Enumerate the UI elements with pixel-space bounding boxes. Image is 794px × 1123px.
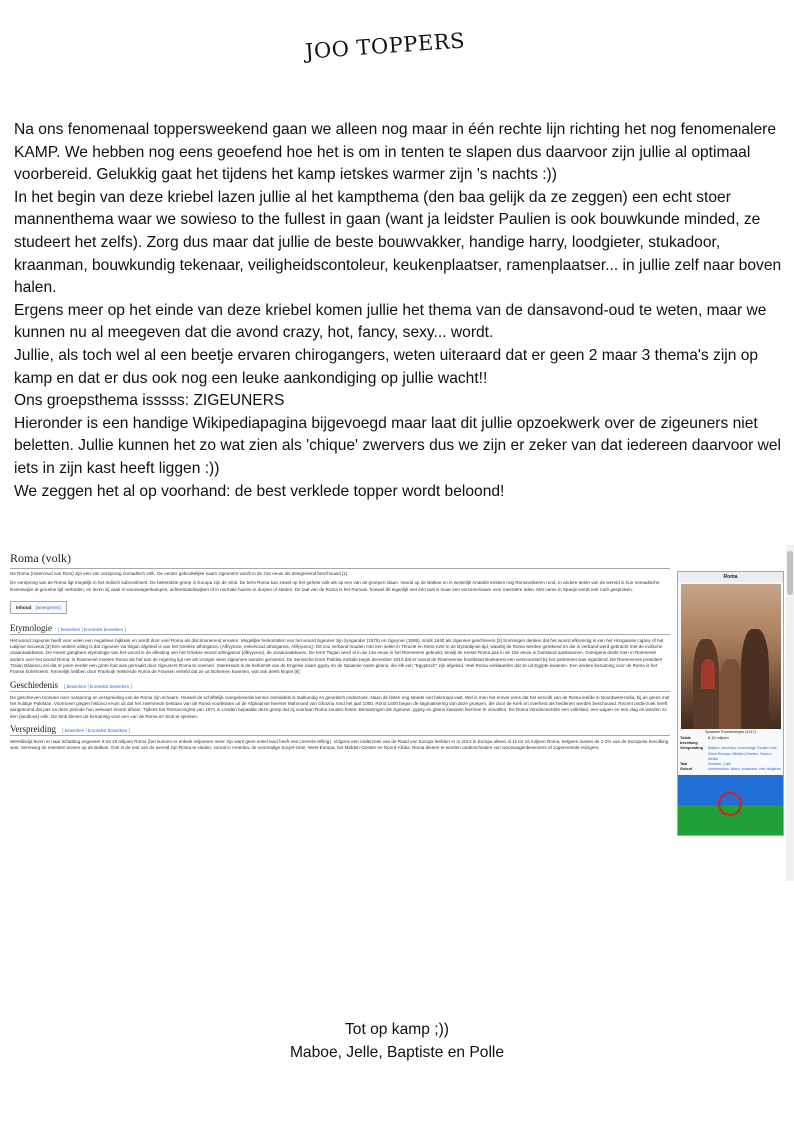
- infobox-value[interactable]: Romani, Caló: [708, 762, 732, 767]
- infobox-caption: Spaanse Romameisjes (1917): [704, 730, 757, 734]
- wiki-intro-2: De oorsprong van de Roma ligt mogelijk in het Indisch subcontinent. De bekendste groep in Europa zijn de Sinti. De term Roma kan zowel op het gehele volk als op een van de groepen slaan. Vooral op de Balkan en in westelijk Anatolië trekken nog Romavolkeren rond. In andere delen van de wereld is hun nomadische levenswijze al geruime tijd verboden, en leven zij vaak in woonwagenkampen, achterstandswijken of in normale huizen in dorpen of steden. De taal van de Roma is het Romani, hoewel dit eigenlijk niet één taal is maar een verzamelnaam voor meerdere talen. Met name in Spanje wordt ook Caló gesproken.: [10, 580, 660, 592]
- infobox-value[interactable]: Balkan, Amerika, voormalige Sovjet-Unie, West-Europa, Midden-Oosten, Noord-Afrika: [708, 746, 778, 761]
- paragraph: Ergens meer op het einde van deze kriebel komen jullie het thema van de dansavond-oud te weten, maar we kunnen nu al meegeven dat die avond crazy, hot, fancy, sexy... wordt.: [14, 301, 767, 342]
- scrollbar[interactable]: [786, 545, 794, 881]
- infobox-key: Geloof: [680, 767, 693, 772]
- toc-toggle-link[interactable]: [weergeven]: [35, 604, 61, 610]
- infobox-key: Verspreiding: [680, 746, 703, 751]
- paragraph: Hieronder is een handige Wikipediapagina bijgevoegd maar laat dit jullie opzoekwerk over de zigeuners niet beletten. Jullie kunnen het zo wat zien als 'chique' zwervers dus we zijn er zeker van dat iedereen daarvoor wel iets in zijn kast heeft liggen :)): [14, 414, 782, 477]
- body-text: [14, 119, 784, 503]
- closing-signature: Maboe, Jelle, Baptiste en Polle: [289, 1044, 505, 1061]
- section-heading: [10, 680, 670, 692]
- section-title: Etymologie: [10, 622, 52, 633]
- section-edit-link[interactable]: [ bewerken | brontekst bewerken ]: [64, 683, 132, 689]
- wiki-intro: De Roma (meervoud van Rom) zijn een van oorsprong nomadisch volk. De eerder gebruikelijke naam zigeuners wordt in de 21e eeuw als denigrerend beschouwd.[1]: [10, 571, 348, 576]
- section-title: Verspreiding: [10, 723, 56, 734]
- page-title: JOO TOPPERS: [304, 28, 466, 64]
- section-text: Wereldwijd leven er naar schatting ongeveer 8 tot 16 miljoen Roma (het kunnen er enkele miljoenen meer zijn want geen enkel land heeft een correcte telling). Volgens een onderzoek van de Raad van Europa leefden er in 2012 in Europa alleen al 11 tot 16 miljoen Roma, hetgeen tussen de 1-2% van de Europese bevolking was. Verreweg de meesten wonen op de Balkan. Ook in de rest van de wereld zijn Roma te vinden, vooral in Amerika, de voormalige Sovjet-Unie, West-Europa, het Midden-Oosten en Noord-Afrika. Roma dienen te worden onderscheiden van woonwagenbewoners of zogenoemde reizigers.: [10, 738, 669, 751]
- paragraph: Na ons fenomenaal toppersweekend gaan we alleen nog maar in één rechte lijn richting het nog fenomenalere KAMP. We hebben nog eens geoefend hoe het is om in tenten te slapen dus daarvoor zijn jullie al optimaal voorbereid. Gelukkig gaat het tijdens het kamp ietskes warmer zijn 's nachts :)): [14, 121, 776, 184]
- toc-label: Inhoud: [16, 604, 32, 610]
- infobox-photo: [681, 584, 781, 729]
- section-heading: [10, 724, 670, 736]
- section-edit-link[interactable]: [ bewerken | brontekst bewerken ]: [62, 727, 130, 733]
- infobox-key: Taal: [680, 762, 688, 767]
- section-edit-link[interactable]: [ bewerken | brontekst bewerken ]: [58, 626, 126, 632]
- section-text: Het woord zigeuner heeft voor velen een negatieve bijklank en wordt door veel Roma als discriminerend ervaren. Mogelijke herkomsten van het woord zigeuner zijn zyngander (1575) en zigeyner (1595), sinds 1840 als zigeuner geschreven.[2] Sommigen denken dat het woord afkomstig is van het Hongaarse cigány of het Latijnse secanus.[3] Een andere uitleg is dat zigeuner via tsigan afgeleid is van het Griekse athinganoi, (Aθίγγανοι, enkelvoud athinganos, Aθίγγανος). Dit zou verband houden met een sekte in Thracië en Klein-Azië in de Byzantijnse tijd, waarbij de Roma werden gerekend en die in verband werd gebracht met de Indische onaanraakbaren. De meest gangbare etymologie van het woord is de afleiding van het Griekse woord athinganos (ἀθίγγανοι), de onaanraakbaren. De term Tsigan werd al in de 14e eeuw in het Roemeens gebruikt, terwijl de eerste Roma pas in de 15e eeuw in Duitsland aankwamen. Overigens denkt men in Roemenië anders over het woord Roma: in Roemenië moeten Roma als het aan de regering ligt net als vroeger weer zigeuners worden genoemd. De Servische krant Politika meldde begin december 2010 dat er vanuit de Roemeense hoofdstad Boekarest een wetsvoorstel bij het parlement was ingediend. De Roemeense president Traian Băsescu zei dat er jaren eerder een grote fout was gemaakt door zigeuners Roma te noemen. Interessant is de herkomst van de Engelse naam gypsy en de Spaanse naam gitano, die elk van "Egyptisch" zijn afgeleid. Veel Roma verklaarden dat ze uit Egypte kwamen. Een andere benaming voor de Roma is het Franse bohémiens. Kennelijk hebben door Frankrijk trekkende Roma de Fransen verteld dat ze uit Bohemen kwamen, wat ook deels klopte.[6]: [10, 637, 664, 675]
- section-title: Geschiedenis: [10, 679, 58, 690]
- infobox-row: [678, 767, 783, 772]
- infobox-value[interactable]: christendom, islam, sharisme, niet-religieus: [708, 767, 781, 772]
- paragraph: Ons groepsthema isssss: ZIGEUNERS: [14, 392, 285, 410]
- paragraph: We zeggen het al op voorhand: de best verklede topper wordt beloond!: [14, 482, 505, 500]
- infobox-value: 8-16 miljoen: [708, 736, 729, 740]
- infobox-key: Totale bevolking: [680, 736, 698, 746]
- paragraph: Jullie, als toch wel al een beetje ervaren chirogangers, weten uiteraard dat er geen 2 maar 3 thema's zijn op kamp en dat er dus ook nog een leuke aankondiging op jullie wacht!!: [14, 346, 759, 387]
- wiki-article: [10, 571, 670, 754]
- table-of-contents: [10, 601, 67, 614]
- paragraph: In het begin van deze kriebel lazen jullie al het kampthema (den baa gelijk da ze zeggen) een echt stoer mannenthema waar we sowieso to the fullest in gaan (want ja leidster Paulien is ook bouwkunde minded, ze studeert het zelfs). Zorg dus maar dat jullie de beste bouwvakker, handige harry, loodgieter, stukadoor, kraanman, bouwkundig tekenaar, veiligheidscontoleur, keukenplaatser, ramenplaatser... in jullie zelf naar boven halen.: [14, 188, 782, 297]
- infobox: [677, 571, 784, 836]
- infobox-row: [678, 746, 783, 762]
- closing-line: Tot op kamp ;)): [345, 1021, 449, 1038]
- scrollbar-thumb[interactable]: [787, 551, 793, 595]
- wikipedia-screenshot: [8, 545, 786, 931]
- infobox-row: [678, 736, 783, 746]
- infobox-title: Roma: [678, 572, 783, 582]
- wiki-title: Roma (volk): [10, 551, 670, 569]
- section-text: De geschreven bronnen over oorsprong en verspreiding van de Roma zijn schaars. Hoewel de schriftelijk overgeleverde kennis onmiddels is taalkundig en genetisch onderzoek, staan de feiten nog steeds niet helemaal vast. Wel is men het erover eens dat het eervolk van de Roma leefde in Noordwest-India, bij de grens met het huidige Pakistan. Voornoem gingen historici ervan uit dat het zwervende bestaan van de Roma voortkwam uit de Afghaanse heerser Mahmoed van Ghazna rond het jaar 1000. Rond 1400 begon de stigmatisering van deze groepen, die door de Kerk en overheid als heidenen werden beschouwd. Recent onderzoek heeft aangetoond dat pas na deze periode hun welvaart enorm afnam. Tijdens het Romacongres van 1971 in Londen bepaalde deze groep dat zij voortaan Roma zouden heten. Benamingen als zigeuner, gypsy en gitano kwamen hiermee te vervallen. De Roma introduceerden een volkslied, een wapen en een vlag en werden zo één (landloos) volk. De Sinti bleven de benaming voor een van de Roma en Sinti te spreken.: [10, 694, 670, 719]
- section-heading: [10, 623, 670, 635]
- romani-flag: [678, 775, 783, 835]
